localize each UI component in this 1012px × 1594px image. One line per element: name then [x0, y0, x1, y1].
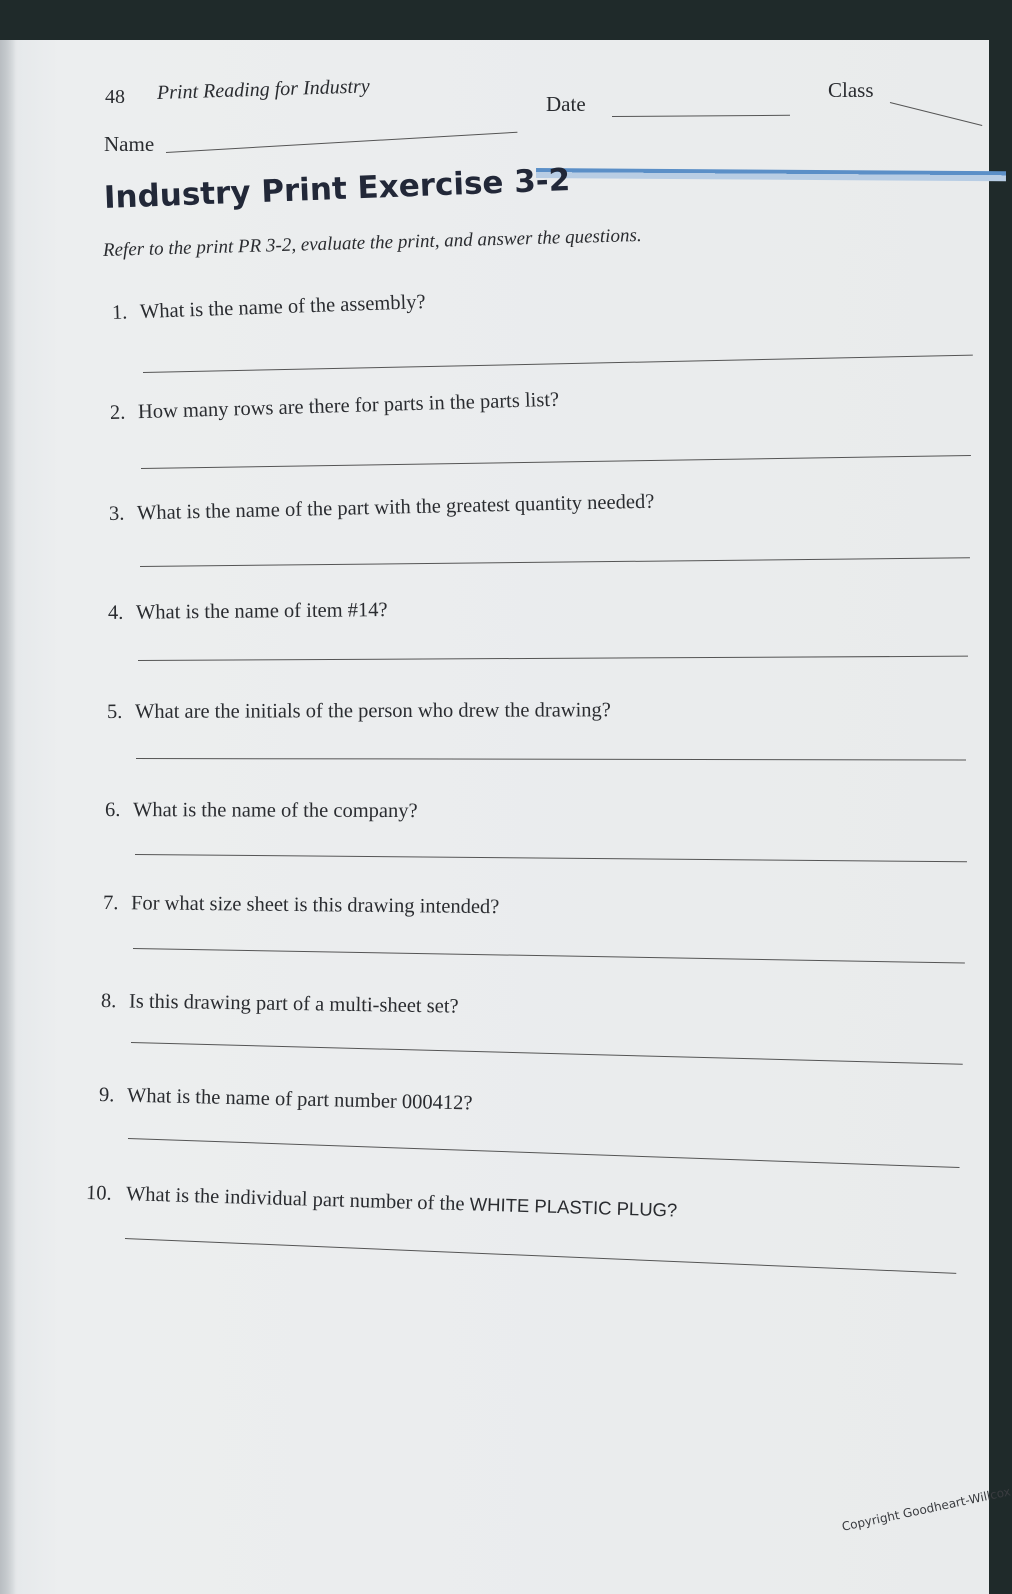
- title-rule: [536, 168, 1006, 181]
- question-2: [110, 389, 560, 425]
- answer-line-5[interactable]: [136, 758, 966, 760]
- question-4: [108, 599, 388, 625]
- answer-line-9[interactable]: [128, 1138, 960, 1168]
- question-number: 10.: [85, 1182, 112, 1205]
- question-text: What is the name of the part with the greatest quantity needed?: [136, 490, 655, 525]
- question-6: [105, 799, 418, 823]
- worksheet-page: [0, 40, 1012, 1594]
- question-number: 1.: [111, 301, 128, 324]
- answer-line-6[interactable]: [135, 854, 967, 862]
- answer-line-4[interactable]: [138, 656, 968, 661]
- answer-line-2[interactable]: [141, 455, 971, 469]
- question-5: [107, 699, 611, 724]
- question-emphasis: WHITE PLASTIC PLUG?: [469, 1193, 678, 1221]
- question-number: 4.: [107, 601, 124, 624]
- question-number: 2.: [109, 401, 126, 424]
- question-text: What is the individual part number of the: [125, 1183, 465, 1216]
- question-number: 6.: [104, 799, 121, 822]
- question-9: [99, 1084, 473, 1115]
- question-8: [101, 990, 459, 1019]
- question-text: What are the initials of the person who drew the drawing?: [134, 699, 611, 723]
- name-field[interactable]: [166, 132, 517, 153]
- question-number: 5.: [106, 700, 123, 723]
- question-text: What is the name of the assembly?: [139, 291, 426, 324]
- question-text: What is the name of item #14?: [135, 599, 388, 624]
- copyright-notice: Copyright Goodheart-Willcox: [840, 1484, 1012, 1534]
- book-title: Print Reading for Industry: [156, 75, 370, 104]
- question-number: 7.: [102, 892, 119, 915]
- answer-line-8[interactable]: [131, 1042, 963, 1065]
- question-number: 9.: [98, 1084, 115, 1107]
- class-label: Class: [828, 78, 874, 102]
- question-text: How many rows are there for parts in the parts list?: [137, 388, 560, 424]
- class-field[interactable]: [890, 102, 982, 126]
- question-10: [86, 1182, 678, 1223]
- question-1: [112, 291, 426, 325]
- exercise-title: Industry Print Exercise 3-2: [103, 162, 571, 216]
- name-label: Name: [104, 132, 155, 156]
- question-number: 3.: [108, 502, 125, 525]
- date-label: Date: [546, 92, 586, 116]
- question-text: What is the name of part number 000412?: [126, 1084, 473, 1115]
- answer-line-3[interactable]: [140, 557, 970, 567]
- question-number: 8.: [100, 990, 117, 1013]
- date-field[interactable]: [612, 115, 790, 117]
- question-text: Is this drawing part of a multi-sheet set?: [128, 990, 459, 1018]
- answer-line-7[interactable]: [133, 948, 965, 964]
- exercise-instructions: Refer to the print PR 3-2, evaluate the print, and answer the questions.: [102, 224, 642, 261]
- question-text: For what size sheet is this drawing intended?: [130, 892, 500, 919]
- question-7: [103, 892, 500, 919]
- question-text: What is the name of the company?: [132, 799, 418, 823]
- page-number: 48: [105, 86, 125, 108]
- answer-line-10[interactable]: [125, 1238, 956, 1274]
- answer-line-1[interactable]: [143, 355, 973, 373]
- question-3: [109, 491, 655, 526]
